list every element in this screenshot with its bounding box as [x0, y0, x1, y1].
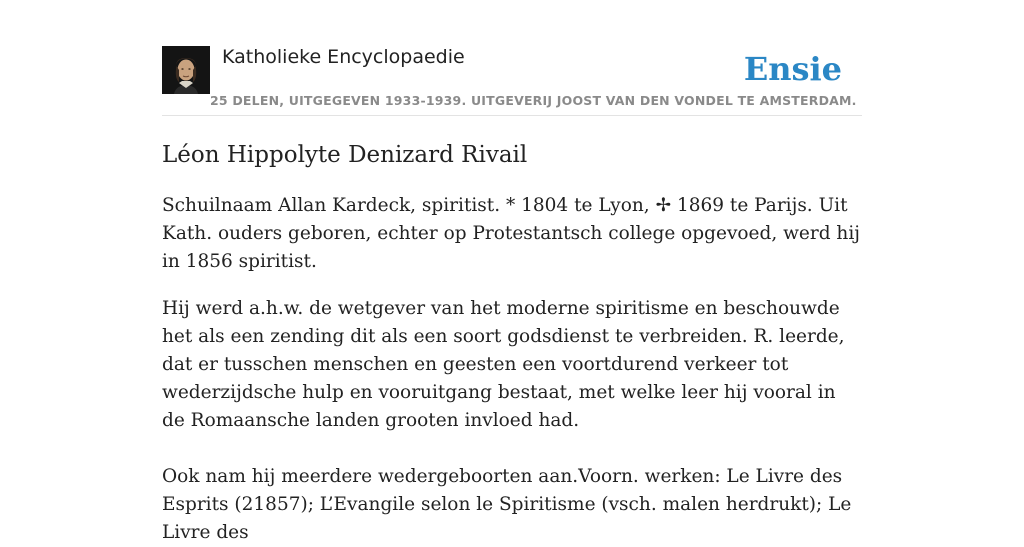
- ensie-logo[interactable]: Ensie: [743, 50, 842, 88]
- article-title: Léon Hippolyte Denizard Rivail: [162, 142, 528, 168]
- article-paragraph: Schuilnaam Allan Kardeck, spiritist. * 1804 te Lyon, ✢ 1869 te Parijs. Uit Kath. ouders geboren, echter op Protestantsch college opgevoed, werd hij in 1856 spiritist.: [162, 195, 861, 272]
- source-subtitle: 25 DELEN, UITGEGEVEN 1933-1939. UITGEVERIJ JOOST VAN DEN VONDEL TE AMSTERDAM.: [210, 93, 857, 108]
- source-header: [162, 44, 862, 116]
- portrait-avatar-icon[interactable]: [162, 46, 210, 94]
- source-title[interactable]: Katholieke Encyclopaedie: [222, 46, 465, 68]
- article: [162, 138, 862, 547]
- article-paragraph: Hij werd a.h.w. de wetgever van het moderne spiritisme en beschouwde het als een zending dit als een soort godsdienst te verbreiden. R. leerde, dat er tusschen menschen en geesten een voortdurend verkeer tot wederzijdsche hulp en vooruitgang bestaat, met welke leer hij vooral in de Romaansche landen grooten invloed had. Ook nam hij meerdere wedergeboorten aan.Voorn. werken: Le Livre des Esprits (21857); L’Evangile selon le Spiritisme (vsch. malen herdrukt); Le Livre des: [162, 298, 852, 543]
